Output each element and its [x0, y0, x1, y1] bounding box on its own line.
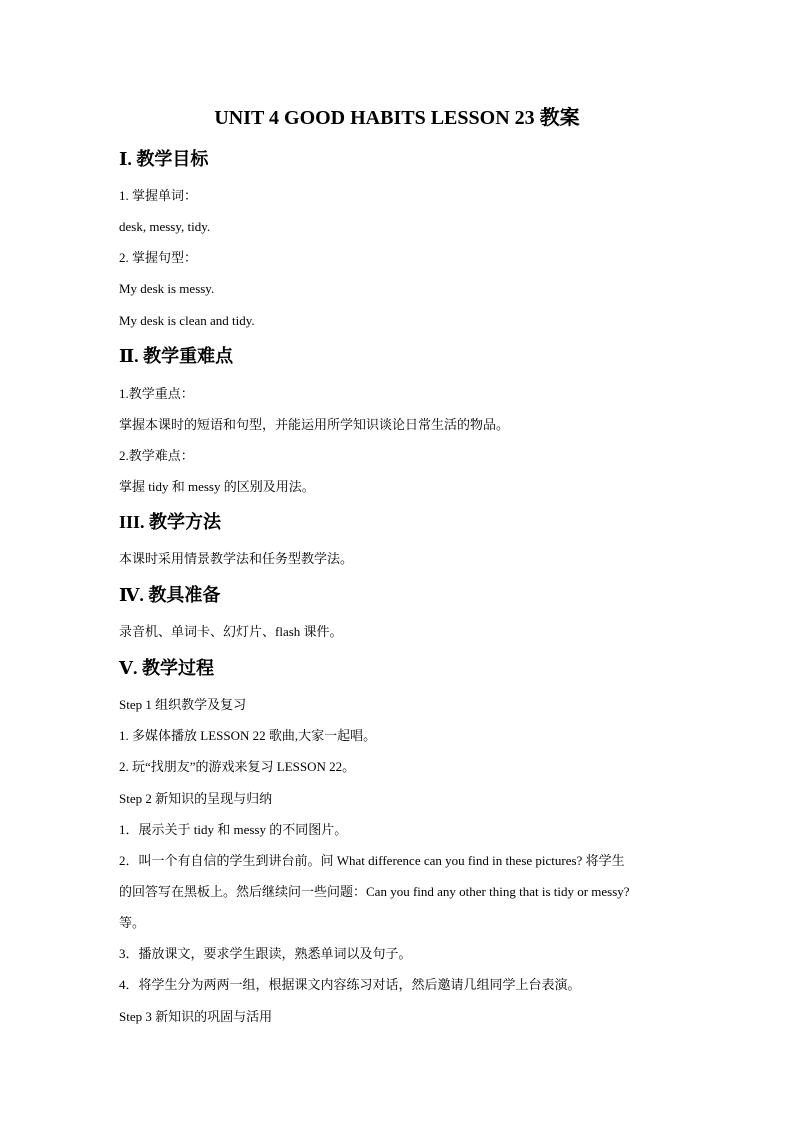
objective-line-5: My desk is clean and tidy. — [119, 313, 255, 328]
procedure-line-9: 3．播放课文，要求学生跟读，熟悉单词以及句子。 — [119, 946, 412, 961]
key-point-line-2: 掌握本课时的短语和句型，并能运用所学知识谈论日常生活的物品。 — [119, 417, 510, 432]
document-title: UNIT 4 GOOD HABITS LESSON 23 教案 — [214, 107, 580, 129]
procedure-line-2: 1. 多媒体播放 LESSON 22 歌曲,大家一起唱。 — [119, 728, 377, 743]
key-point-line-4: 掌握 tidy 和 messy 的区别及用法。 — [119, 479, 315, 494]
procedure-line-3: 2. 玩“找朋友”的游戏来复习 LESSON 22。 — [119, 759, 356, 774]
objective-line-4: My desk is messy. — [119, 281, 215, 296]
objective-line-2: desk, messy, tidy. — [119, 219, 211, 234]
section-heading-procedure: Ⅴ. 教学过程 — [119, 658, 214, 678]
procedure-line-10: 4．将学生分为两两一组，根据课文内容练习对话，然后邀请几组同学上台表演。 — [119, 977, 581, 992]
methods-line-1: 本课时采用情景教学法和任务型教学法。 — [119, 551, 354, 566]
section-heading-key-points: Ⅱ. 教学重难点 — [119, 346, 234, 366]
procedure-line-1: Step 1 组织教学及复习 — [119, 697, 247, 712]
key-point-line-1: 1.教学重点： — [119, 386, 194, 401]
procedure-line-11: Step 3 新知识的巩固与活用 — [119, 1009, 273, 1024]
materials-line-1: 录音机、单词卡、幻灯片、flash 课件。 — [119, 624, 343, 639]
section-heading-methods: III. 教学方法 — [119, 512, 222, 532]
procedure-line-6: 2．叫一个有自信的学生到讲台前。问 What difference can you find in these pictures? 将学生 — [119, 853, 625, 868]
procedure-line-5: 1．展示关于 tidy 和 messy 的不同图片。 — [119, 822, 348, 837]
objective-line-1: 1. 掌握单词： — [119, 188, 198, 203]
procedure-line-8: 等。 — [119, 915, 146, 930]
procedure-line-7: 的回答写在黑板上。然后继续问一些问题：Can you find any other thing that is tidy or messy? — [119, 884, 630, 899]
key-point-line-3: 2.教学难点： — [119, 448, 194, 463]
section-heading-materials: Ⅳ. 教具准备 — [119, 585, 221, 605]
procedure-line-4: Step 2 新知识的呈现与归纳 — [119, 791, 273, 806]
section-heading-objectives: Ⅰ. 教学目标 — [119, 149, 209, 169]
objective-line-3: 2. 掌握句型： — [119, 250, 198, 265]
